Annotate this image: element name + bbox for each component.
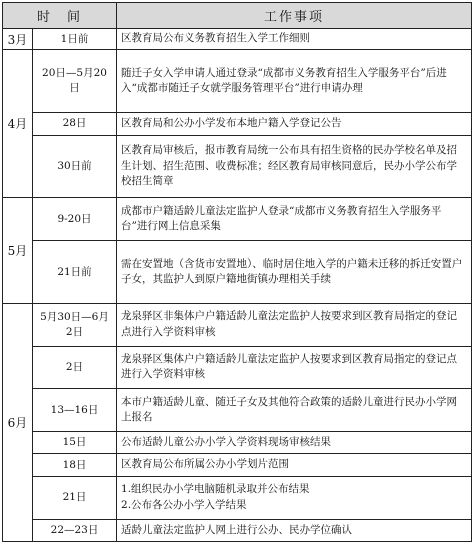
date-cell: 2日	[33, 346, 117, 389]
event-cell: 成都市户籍适龄儿童法定监护人登录“成都市义务教育招生入学服务平台”进行网上信息采集	[117, 198, 472, 241]
date-cell: 5月30日—6月2日	[33, 304, 117, 347]
date-cell: 22—23日	[33, 519, 117, 542]
schedule-row	[3, 50, 472, 113]
schedule-body	[3, 29, 472, 542]
month-cell: 6月	[3, 304, 33, 542]
header-time: 时 间	[3, 3, 117, 29]
date-cell: 30日前	[33, 135, 117, 198]
table-header-row	[3, 3, 472, 29]
schedule-row	[3, 198, 472, 241]
month-cell: 4月	[3, 50, 33, 198]
schedule-row	[3, 304, 472, 347]
schedule-row	[3, 135, 472, 198]
schedule-row	[3, 431, 472, 453]
date-cell: 21日	[33, 476, 117, 519]
date-cell: 28日	[33, 113, 117, 135]
schedule-row	[3, 29, 472, 50]
event-cell: 区教育局和公办小学发布本地户籍入学登记公告	[117, 113, 472, 135]
schedule-row	[3, 389, 472, 432]
date-cell: 9-20日	[33, 198, 117, 241]
event-cell: 区教育局公布义务教育招生入学工作细则	[117, 29, 472, 50]
header-matters: 工作事项	[117, 3, 472, 29]
month-cell: 3月	[3, 29, 33, 50]
enrollment-schedule-table	[2, 2, 472, 542]
schedule-row	[3, 476, 472, 519]
event-cell: 区教育局审核后，报市教育局统一公布具有招生资格的民办学校名单及招生计划、招生范围、收费标准；经区教育局审核同意后，民办小学公布学校招生简章	[117, 135, 472, 198]
date-cell: 13—16日	[33, 389, 117, 432]
event-cell: 需在安置地（含货市安置地）、临时居住地入学的户籍未迁移的拆迁安置户子女，其监护人到原户籍地街镇办理相关手续	[117, 241, 472, 304]
date-cell: 18日	[33, 454, 117, 476]
event-cell: 公布适龄儿童公办小学入学资料现场审核结果	[117, 431, 472, 453]
date-cell: 21日前	[33, 241, 117, 304]
schedule-row	[3, 454, 472, 476]
event-cell: 1.组织民办小学电脑随机录取并公布结果 2.公布各公办小学入学结果	[117, 476, 472, 519]
event-cell: 龙泉驿区集体户户籍适龄儿童法定监护人按要求到区教育局指定的登记点进行入学资料审核	[117, 346, 472, 389]
date-cell: 15日	[33, 431, 117, 453]
event-cell: 本市户籍适龄儿童、随迁子女及其他符合政策的适龄儿童进行民办小学网上报名	[117, 389, 472, 432]
schedule-row	[3, 519, 472, 542]
event-cell: 龙泉驿区非集体户户籍适龄儿童法定监护人按要求到区教育局指定的登记点进行入学资料审核	[117, 304, 472, 347]
schedule-row	[3, 113, 472, 135]
event-cell: 区教育局公布所属公办小学划片范围	[117, 454, 472, 476]
month-cell: 5月	[3, 198, 33, 304]
date-cell: 20日—5月20日	[33, 50, 117, 113]
event-cell: 随迁子女入学申请人通过登录“成都市义务教育招生入学服务平台”后进入“成都市随迁子女就学服务管理平台”进行申请办理	[117, 50, 472, 113]
schedule-row	[3, 241, 472, 304]
event-cell: 适龄儿童法定监护人网上进行公办、民办学位确认	[117, 519, 472, 542]
schedule-row	[3, 346, 472, 389]
date-cell: 1日前	[33, 29, 117, 50]
